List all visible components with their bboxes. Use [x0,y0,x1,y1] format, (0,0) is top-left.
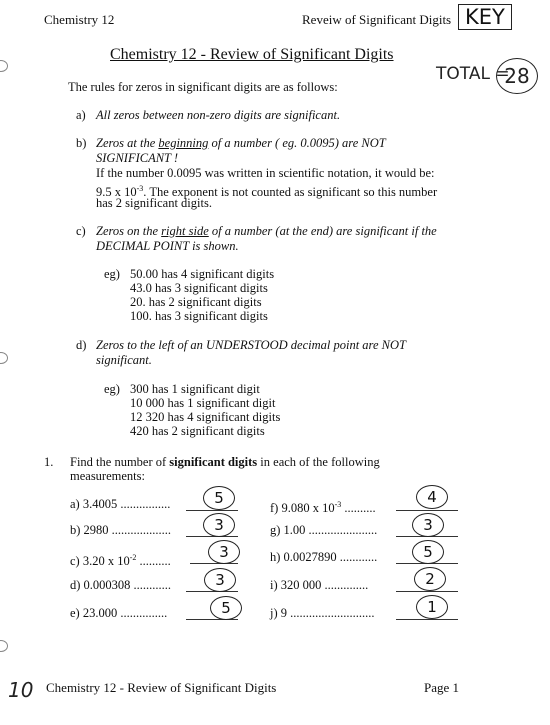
item-f-label: f) 9.080 x $10^{-3}$ .......... [270,500,376,516]
question-text: Find the number of significant digits in each of the following [70,455,380,469]
answer-line [186,536,238,537]
header-course: Chemistry 12 [44,12,115,27]
example-line: 10 000 has 1 significant digit [130,396,276,410]
example-line: 12 320 has 4 significant digits [130,410,281,424]
rule-b-text: Zeros at the beginning of a number ( eg. 0.0095) are NOT [96,136,386,150]
answer-line [186,591,238,592]
answer-line [396,591,458,592]
item-j-label: j) 9 ........................... [270,606,375,620]
binder-hole [0,640,8,652]
example-line: 20. has 2 significant digits [130,295,262,309]
answer-line [186,510,238,511]
item-d-label: d) 0.000308 ............ [70,578,172,592]
footer-title: Chemistry 12 - Review of Significant Digits [46,680,277,695]
answer-h: 5 [412,540,444,564]
answer-f: 4 [416,485,448,509]
rule-b-text-2: SIGNIFICANT ! [96,151,179,165]
example-line: 43.0 has 3 significant digits [130,281,268,295]
answer-c: 3 [208,540,240,564]
answer-line [396,510,458,511]
total-score: 28 [496,58,538,94]
rule-c-letter: c) [76,224,86,238]
question-number: 1. [44,455,54,469]
example-line: 300 has 1 significant digit [130,382,260,396]
total-label: TOTAL = [436,64,510,84]
answer-g: 3 [412,513,444,537]
answer-e: 5 [210,596,242,620]
rule-b-line2: 9.5 x $10^{-3}$. The exponent is not counted as significant so this number [96,184,438,200]
item-a-label: a) 3.4005 ................ [70,497,171,511]
item-g-label: g) 1.00 ...................... [270,523,378,537]
rule-c-text: Zeros on the right side of a number (at the end) are significant if the [96,224,437,238]
rule-c-eg: eg) [104,267,120,281]
answer-d: 3 [204,568,236,592]
example-line: 100. has 3 significant digits [130,309,268,323]
item-i-label: i) 320 000 .............. [270,578,369,592]
binder-hole [0,60,8,72]
answer-line [396,619,458,620]
example-line: 50.00 has 4 significant digits [130,267,275,281]
rule-d-text-2: significant. [96,353,152,367]
item-h-label: h) 0.0027890 ............ [270,550,378,564]
rule-c-text-2: DECIMAL POINT is shown. [96,239,239,253]
rule-b-line1: If the number 0.0095 was written in scientific notation, it would be: [96,166,435,180]
footer-page: Page 1 [424,680,460,695]
margin-mark: 10 [8,678,34,702]
rule-d-letter: d) [76,338,87,352]
answer-a: 5 [203,486,235,510]
page-title: Chemistry 12 - Review of Significant Digits [110,46,394,63]
intro-text: The rules for zeros in significant digits are as follows: [68,80,338,94]
rule-b-letter: b) [76,136,87,150]
item-c-label: c) 3.20 x $10^{-2}$ .......... [70,553,171,569]
answer-j: 1 [416,595,448,619]
binder-hole [0,352,8,364]
rule-a-text: All zeros between non-zero digits are significant. [96,108,341,122]
question-text-2: measurements: [70,469,145,483]
answer-i: 2 [414,567,446,591]
item-b-label: b) 2980 ................... [70,523,172,537]
answer-line [190,563,238,564]
example-line: 420 has 2 significant digits [130,424,265,438]
item-e-label: e) 23.000 ............... [70,606,168,620]
header-title: Reveiw of Significant Digits [302,12,452,27]
rule-a-letter: a) [76,108,86,122]
key-label: KEY [458,4,512,30]
rule-d-text: Zeros to the left of an UNDERSTOOD decimal point are NOT [96,338,406,352]
rule-b-line3: has 2 significant digits. [96,196,212,210]
answer-b: 3 [203,513,235,537]
rule-d-eg: eg) [104,382,120,396]
